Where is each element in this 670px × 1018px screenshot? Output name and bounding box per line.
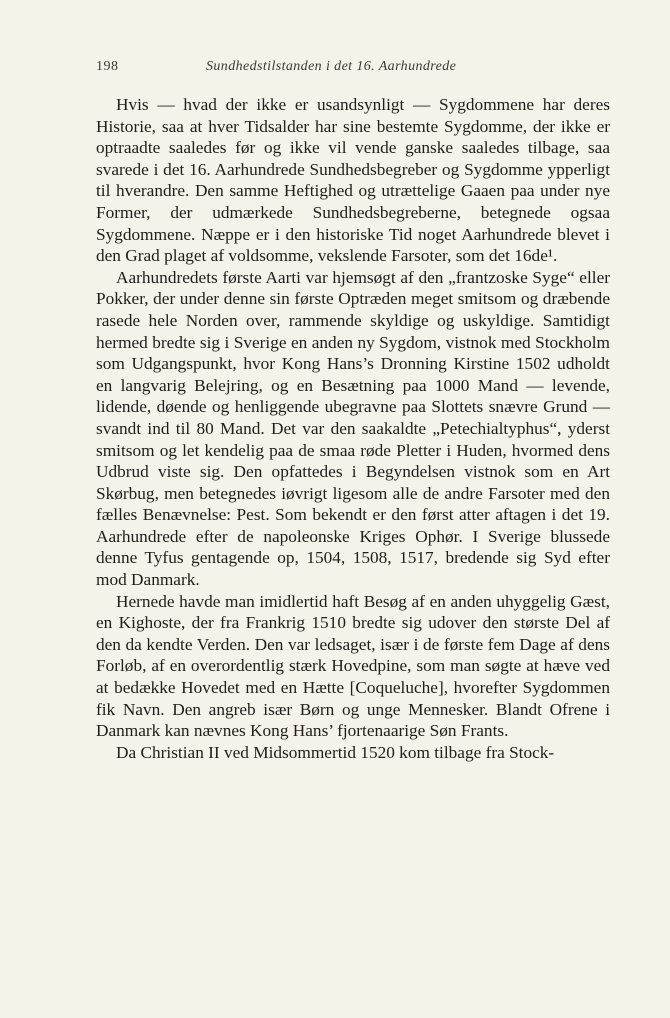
page-header [96, 59, 608, 79]
paragraph-1: Hvis — hvad der ikke er usandsynligt — Sygdommene har deres Historie, saa at hver Tidsalder har sine bestemte Sygdomme, der ikke er optraadte saaledes før og ikke vil vende ganske saaledes tilbage, saa svarede i det 16. Aarhundrede Sundhedsbegreber og Sygdomme ypperligt til hverandre. Den samme Heftighed og utrættelige Gaaen paa under nye Former, der udmærkede Sundhedsbegreberne, betegnede ogsaa Sygdommene. Næppe er i den historiske Tid noget Aarhundrede blevet i den Grad plaget af voldsomme, vekslende Farsoter, som det 16de¹. [96, 95, 610, 266]
paragraph-3: Hernede havde man imidlertid haft Besøg af en anden uhyggelig Gæst, en Kighoste, der fra Frankrig 1510 bredte sig udover den største Del af den da kendte Verden. Den var ledsaget, især i de første fem Dage af dens Forløb, af en overordentlig stærk Hovedpine, som man søgte at hæve ved at bedække Hovedet med en Hætte [Coqueluche], hvorefter Sygdommen fik Navn. Den angreb især Børn og unge Mennesker. Blandt Ofrene i Danmark kan nævnes Kong Hans’ fjortenaarige Søn Frants. [96, 591, 610, 741]
page-number: 198 [96, 59, 119, 74]
running-title: Sundhedstilstanden i det 16. Aarhundrede [206, 59, 457, 74]
paragraph-4: Da Christian II ved Midsommertid 1520 kom tilbage fra Stock- [116, 742, 555, 762]
paragraph-2: Aarhundredets første Aarti var hjemsøgt af den „frantzoske Syge“ eller Pokker, der under denne sin første Optræden meget smitsom og dræbende rasede hele Norden over, rammende skyldige og uskyldige. Samtidigt hermed bredte sig i Sverige en anden ny Sygdom, vistnok med Stockholm som Udgangspunkt, hvor Kong Hans’s Dronning Kirstine 1502 udholdt en langvarig Belejring, og en Besætning paa 1000 Mand — levende, lidende, døende og henliggende ubegravne paa Slottets snævre Grund — svandt ind til 80 Mand. Det var den saakaldte „Petechialtyphus“, yderst smitsom og let kendelig paa de smaa røde Pletter i Huden, hvormed dens Udbrud viste sig. Den opfattedes i Begyndelsen vistnok som en Art Skørbug, men betegnedes iøvrigt ligesom alle de andre Farsoter med den fælles Benævnelse: Pest. Som bekendt er den først atter aftagen i det 19. Aarhundrede efter de napoleonske Kriges Ophør. I Sverige blussede denne Tyfus gentagende op, 1504, 1508, 1517, bredende sig Syd efter mod Danmark. [96, 267, 610, 590]
body-text [96, 94, 610, 763]
